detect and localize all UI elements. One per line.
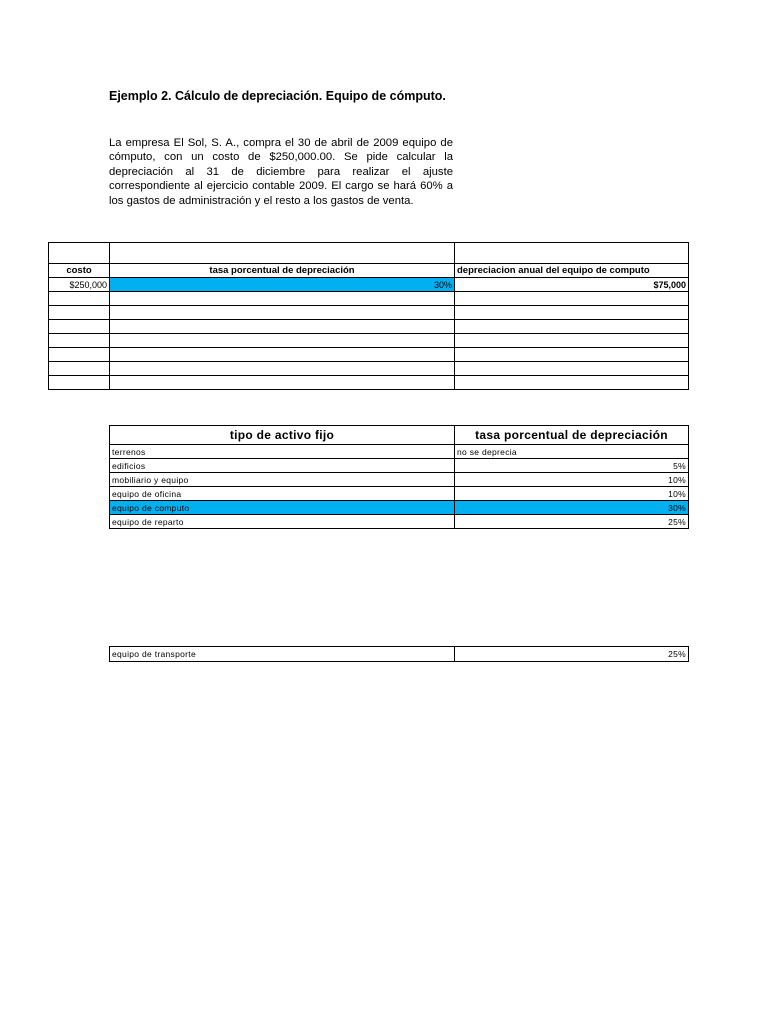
cell[interactable] (49, 306, 110, 320)
table-row (49, 243, 689, 264)
cell[interactable] (49, 348, 110, 362)
costo-cell[interactable]: $250,000 (49, 278, 110, 292)
depreciacion-cell[interactable]: $75,000 (455, 278, 689, 292)
table-row (49, 320, 689, 334)
cell[interactable] (49, 320, 110, 334)
header-tasa[interactable]: tasa porcentual de depreciación (455, 426, 689, 445)
tipo-cell[interactable]: terrenos (110, 445, 455, 459)
tasa-cell[interactable]: 10% (455, 473, 689, 487)
table-row (110, 515, 689, 529)
tipo-cell[interactable]: equipo de reparto (110, 515, 455, 529)
tipo-cell[interactable]: mobiliario y equipo (110, 473, 455, 487)
cell[interactable] (49, 292, 110, 306)
table-row (110, 459, 689, 473)
cell[interactable] (455, 320, 689, 334)
tasa-cell[interactable]: 25% (455, 515, 689, 529)
header-row (49, 264, 689, 278)
cell[interactable] (455, 362, 689, 376)
cell[interactable] (49, 334, 110, 348)
tipo-cell[interactable]: equipo de oficina (110, 487, 455, 501)
tipo-cell[interactable]: edificios (110, 459, 455, 473)
table-row (110, 487, 689, 501)
tasa-cell[interactable]: 5% (455, 459, 689, 473)
tasa-cell[interactable]: 25% (455, 647, 689, 662)
tasa-cell[interactable]: 30% (110, 278, 455, 292)
cell[interactable] (455, 376, 689, 390)
cell[interactable] (455, 306, 689, 320)
table-row (49, 362, 689, 376)
tasa-cell[interactable]: 10% (455, 487, 689, 501)
cell[interactable] (110, 306, 455, 320)
rates-table (109, 425, 689, 529)
cell[interactable] (49, 362, 110, 376)
cell[interactable] (110, 292, 455, 306)
cell[interactable] (455, 334, 689, 348)
table-row-highlighted (110, 501, 689, 515)
table-row (49, 348, 689, 362)
table-row (49, 306, 689, 320)
tipo-cell[interactable]: equipo de computo (110, 501, 455, 515)
cell[interactable] (455, 348, 689, 362)
page-title: Ejemplo 2. Cálculo de depreciación. Equipo de cómputo. (109, 89, 446, 103)
cell[interactable] (455, 243, 689, 264)
cell[interactable] (110, 348, 455, 362)
cell[interactable] (49, 243, 110, 264)
cell[interactable] (455, 292, 689, 306)
table-row (49, 292, 689, 306)
header-tasa[interactable]: tasa porcentual de depreciación (110, 264, 455, 278)
tipo-cell[interactable]: equipo de transporte (110, 647, 455, 662)
calculation-table (48, 242, 689, 390)
tasa-cell[interactable]: 30% (455, 501, 689, 515)
table-row (110, 445, 689, 459)
cell[interactable] (110, 320, 455, 334)
cell[interactable] (110, 376, 455, 390)
table-row (49, 278, 689, 292)
problem-statement: La empresa El Sol, S. A., compra el 30 de abril de 2009 equipo de cómputo, con un costo de $250,000.00. Se pide calcular la depreciación al 31 de diciembre para realizar el ajuste correspondiente al ejercicio contable 2009. El cargo se hará 60% a los gastos de administración y el resto a los gastos de venta. (109, 137, 453, 207)
header-depreciacion[interactable]: depreciacion anual del equipo de computo (455, 264, 689, 278)
extra-row-table (109, 646, 689, 662)
cell[interactable] (110, 362, 455, 376)
table-row (49, 334, 689, 348)
table-row (49, 376, 689, 390)
header-costo[interactable]: costo (49, 264, 110, 278)
table-row (110, 647, 689, 662)
cell[interactable] (49, 376, 110, 390)
header-tipo[interactable]: tipo de activo fijo (110, 426, 455, 445)
header-row (110, 426, 689, 445)
table-row (110, 473, 689, 487)
cell[interactable] (110, 243, 455, 264)
tasa-cell[interactable]: no se deprecia (455, 445, 689, 459)
cell[interactable] (110, 334, 455, 348)
